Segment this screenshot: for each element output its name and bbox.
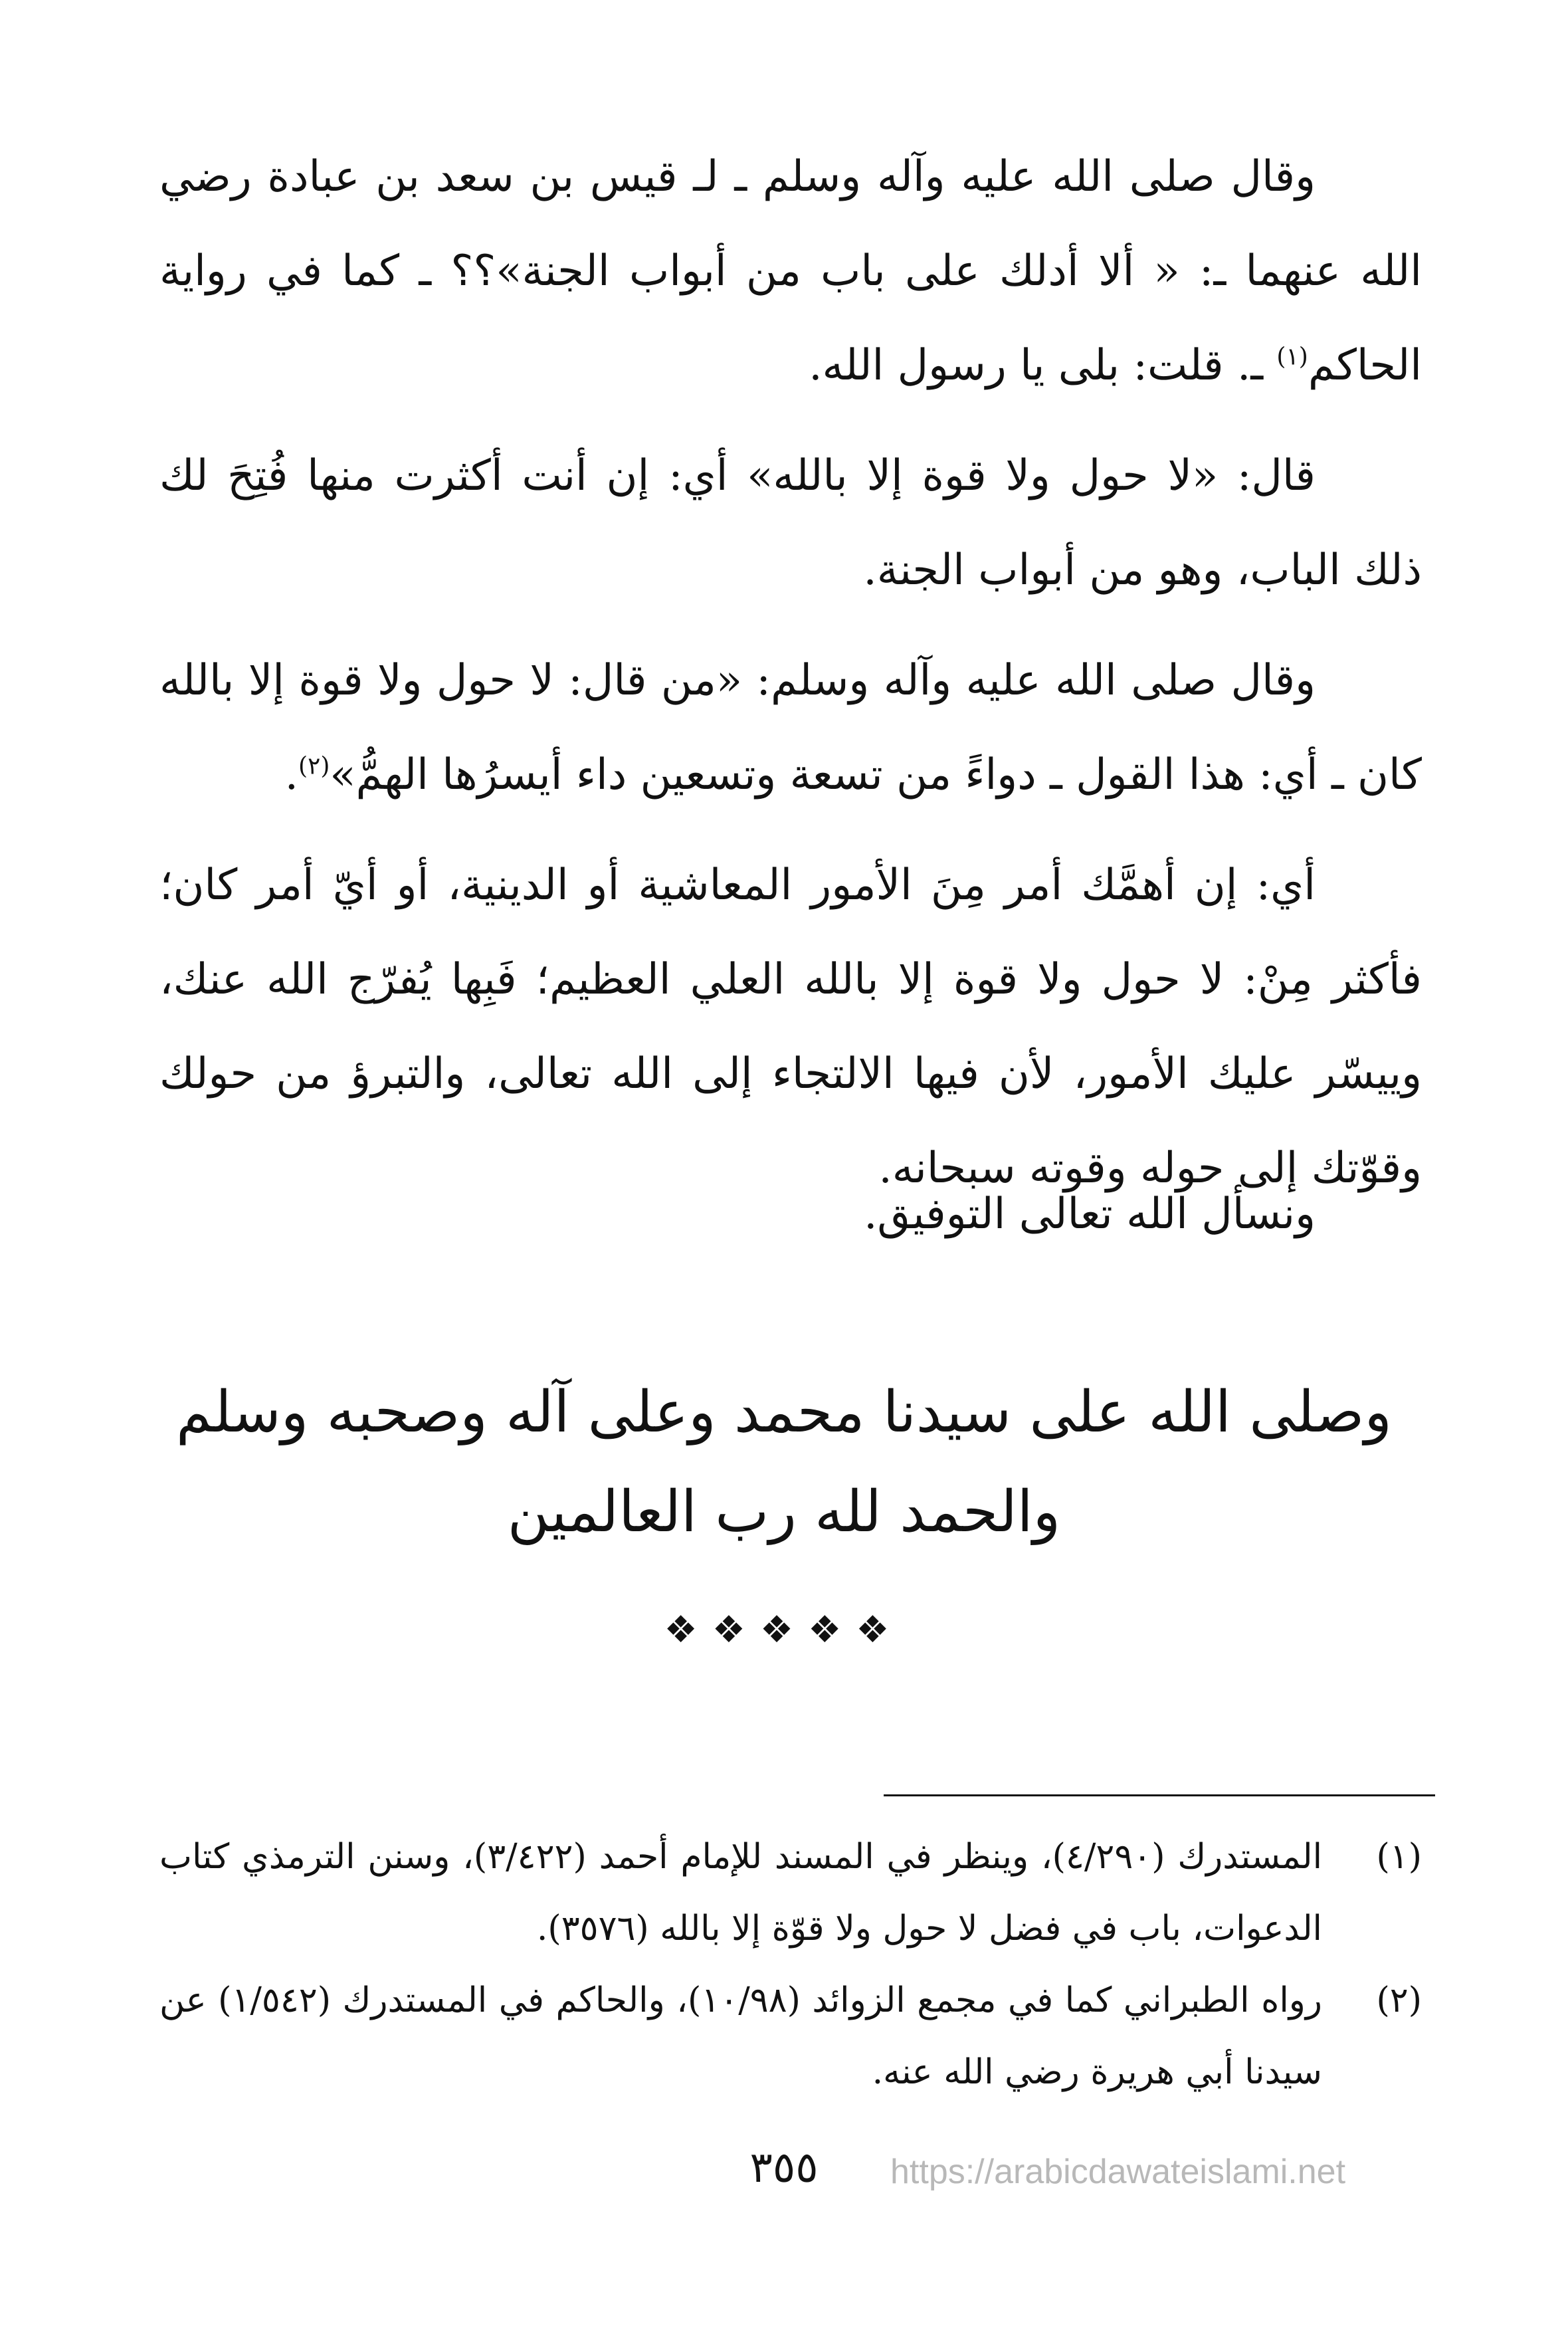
footnote-text: رواه الطبراني كما في مجمع الزوائد (١٠/٩٨)، والحاكم في المستدرك (١/٥٤٢) عن سيدنا أبي هريرة رضي الله عنه. bbox=[159, 1980, 1322, 2092]
salawat-line-1: وصلى الله على سيدنا محمد وعلى آله وصحبه وسلم bbox=[176, 1379, 1392, 1445]
paragraph-1-tail: ـ. قلت: بلى يا رسول الله. bbox=[809, 341, 1277, 390]
footnotes bbox=[159, 1821, 1422, 2108]
paragraph-3-text: وقال صلى الله عليه وآله وسلم: «من قال: لا حول ولا قوة إلا بالله كان ـ أي: هذا القول ـ دواءً من تسعة وتسعين داء أيسرُها الهمُّ» bbox=[159, 656, 1422, 799]
paragraph-4 bbox=[159, 838, 1422, 1216]
footnote-number: (١) bbox=[1376, 1837, 1422, 1877]
footnote-1 bbox=[159, 1821, 1422, 1965]
paragraph-2 bbox=[159, 429, 1422, 617]
footnote-separator bbox=[884, 1794, 1435, 1796]
paragraph-2-text: قال: «لا حول ولا قوة إلا بالله» أي: إن أنت أكثرت منها فُتِحَ لك ذلك الباب، وهو من أبواب الجنة. bbox=[159, 451, 1422, 595]
footnote-2 bbox=[159, 1965, 1422, 2108]
footnote-number: (٢) bbox=[1376, 1980, 1422, 2020]
paragraph-4-text: أي: إن أهمَّك أمر مِنَ الأمور المعاشية أو الدينية، أو أيّ أمر كان؛ فأكثر مِنْ: لا حول ولا قوة إلا بالله العلي العظيم؛ فَبِها يُفرّج الله عنك، وييسّر عليك الأمور، لأن فيها الالتجاء إلى الله تعالى، والتبرؤ من حولك وقوّتك إلى حوله وقوته سبحانه. bbox=[159, 861, 1422, 1193]
closing-line: ونسأل الله تعالى التوفيق. bbox=[864, 1190, 1316, 1239]
footnote-ref-1: (١) bbox=[1276, 343, 1308, 371]
footnote-text: المستدرك (٤/٢٩٠)، وينظر في المسند للإمام أحمد (٣/٤٢٢)، وسنن الترمذي كتاب الدعوات، باب في فضل لا حول ولا قوّة إلا بالله (٣٥٧٦). bbox=[159, 1837, 1323, 1949]
footnote-ref-2: (٢) bbox=[298, 752, 330, 780]
paragraph-1-text: وقال صلى الله عليه وآله وسلم ـ لـ قيس بن سعد بن عبادة رضي الله عنهما ـ: « ألا أدلك على باب من أبواب الجنة»؟؟ ـ كما في رواية الحاكم bbox=[159, 152, 1422, 390]
paragraph-3-tail: . bbox=[284, 750, 298, 799]
paragraph-1 bbox=[159, 130, 1422, 413]
salawat-block bbox=[133, 1362, 1435, 1562]
paragraph-3 bbox=[159, 633, 1422, 822]
watermark-url: https://arabicdawateislami.net bbox=[890, 2153, 1346, 2191]
page-number: ٣٥٥ bbox=[749, 2143, 819, 2192]
main-text bbox=[159, 130, 1422, 1231]
salawat-line-2: والحمد لله رب العالمين bbox=[507, 1479, 1061, 1545]
ornament-divider: ❖❖❖❖❖ bbox=[664, 1608, 904, 1651]
